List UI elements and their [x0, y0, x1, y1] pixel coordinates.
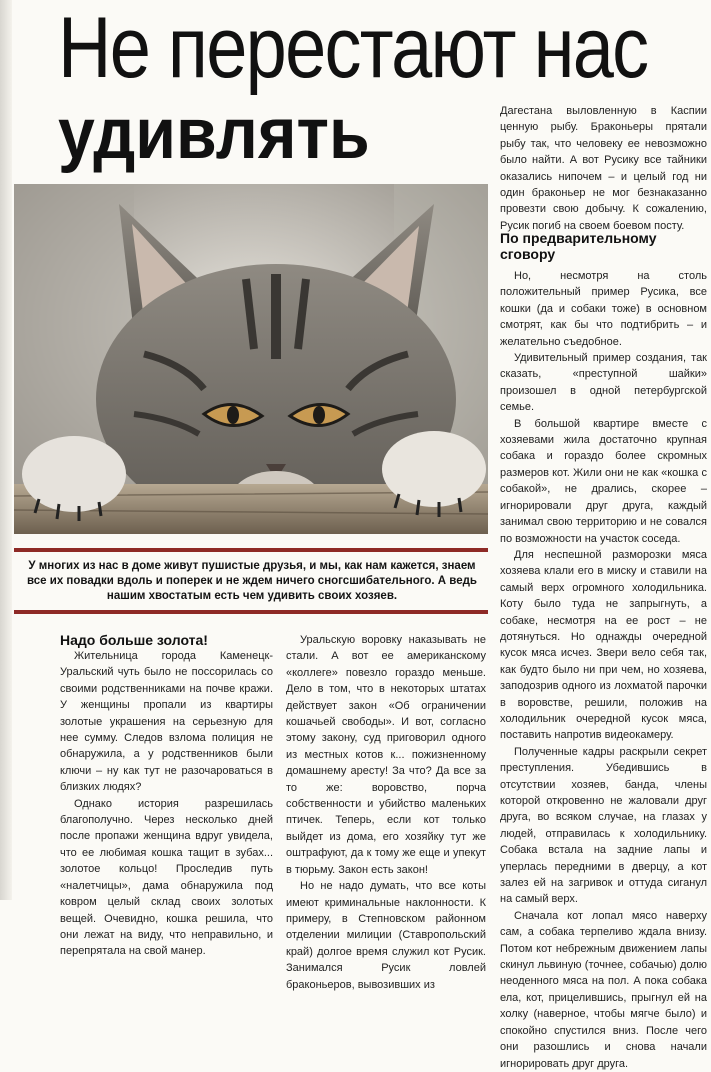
lead-paragraph: У многих из нас в доме живут пушистые друзья, и мы, как нам кажется, знаем все их повадки вдоль и поперек и не ждем ничего сногсшибательного. А ведь нашим хвостатым есть чем удивить своих хозяев. — [27, 560, 477, 602]
column-3-paragraph: Удивительный пример создания, так сказать, «преступной шайки» произошел в одной петербургской семье. — [500, 352, 707, 414]
column-3-top — [500, 103, 707, 232]
column-1-paragraph: Жительница города Каменецк-Уральский чуть было не поссорилась со своими родственниками на почве кражи. У женщины пропали из квартиры золотые украшения на серьезную для нее сумму. Следов взлома полиция не обнаружила, а у родственников были ключи – ну как тут не разочароваться в близких людях? — [60, 650, 273, 794]
headline-line-1: Не перестают нас — [58, 0, 648, 96]
column-3-paragraph: В большой квартире вместе с хозяевами жила достаточно крупная собака и гораздо более скромных размеров кот. Жили они не как «кошка с собакой», не дрались, скорее – игнорировали друг друга, каждый занимал свою территорию и не совался по возможности на участок соседа. — [500, 417, 707, 545]
column-3-paragraph: Полученные кадры раскрыли секрет преступления. Убедившись в отсутствии хозяев, банда, члены которой откровенно не жаловали друг друга, во всяком случае, на глазах у людей, отправилась к холодильнику. Собака встала на задние лапы и уперлась передними в дверцу, а кот залез ей на загривок и оттуда сиганул на самый верх. — [500, 745, 707, 906]
column-1-paragraph: Однако история разрешилась благополучно. Через несколько дней после пропажи женщина вдруг увидела, что ее любимая кошка тащит в зубах... золотое кольцо! Проследив путь «налетчицы», дама обнаружила под ковром целый склад своих золотых вещей. Очевидно, кошка решила, что они лежат на виду, что неправильно, и перепрятала на свой манер. — [60, 797, 273, 958]
column-1-heading: Надо больше золота! — [60, 632, 208, 648]
column-3-paragraph: Но, несмотря на столь положительный пример Русика, все кошки (да и собаки тоже) в основном смотрят, как бы что подтибрить – и желательно съедобное. — [500, 270, 707, 348]
column-3 — [500, 224, 707, 1070]
lead-bottom-rule — [14, 610, 488, 614]
column-3-heading: По предварительному сговору — [500, 230, 657, 262]
page-edge-shadow — [0, 0, 12, 900]
column-1 — [60, 632, 273, 958]
cat-photo — [14, 184, 488, 534]
column-2-paragraph: Но не надо думать, что все коты имеют криминальные наклонности. К примеру, в Степновском районном отделении милиции (Ставропольский край) долгое время служил кот Русик. Занимался Русик ловлей браконьеров, вывозивших из — [286, 880, 486, 991]
headline-line-2: удивлять — [58, 94, 370, 174]
column-2 — [286, 632, 486, 991]
column-3-paragraph: Сначала кот лопал мясо наверху сам, а собака терпеливо ждала внизу. Потом кот небрежным движением лапы скинул львиную (точнее, собачью) долю неоденного мяса на пол. А пока собака ела, кот, прицелившись, прыгнул ей на холку (наверное, чтобы мягче было) и спокойно спустился вниз. После чего они разошлись и снова начали игнорировать друг друга. — [500, 909, 707, 1070]
column-3-paragraph: Для неспешной разморозки мяса хозяева клали его в миску и ставили на самый верх огромного холодильника. Коту было туда не запрыгнуть, а собаке, несмотря на ее рост – не дотянуться. Но однажды очередной кусок мяса исчез. Звери вело себя так, как будто было ни при чем, но хозяева, заподозрив одного из лохматой парочки в воровстве, решили, положив на холодильник очередной кусок мяса, поставить напротив видеокамеру. — [500, 548, 707, 742]
column-2-paragraph: Уральскую воровку наказывать не стали. А вот ее американскому «коллеге» повезло гораздо меньше. Дело в том, что в некоторых штатах действует закон «Об ограничении кошачьей свободы». И вот, согласно этому закону, суд приговорил одного из местных котов к... пожизненному домашнему аресту! За что? Да все за то же: воровство, порча собственности и убийство маленьких птичек. Теперь, если кот только выйдет из дома, его хозяйку тут же оштрафуют, да к тому же еще и упекут в тюрьму. Закон есть закон! — [286, 634, 486, 876]
column-3-paragraph: Дагестана выловленную в Каспии ценную рыбу. Браконьеры прятали рыбу так, что человеку ее невозможно было найти. А вот Русику все тайники оказались нипочем – и целый год ни один браконьер не мог безнаказанно провезти свою добычу. К сожалению, Русик погиб на своем боевом посту. — [500, 105, 707, 232]
lead-top-rule — [14, 548, 488, 552]
cat-illustration — [14, 184, 488, 534]
